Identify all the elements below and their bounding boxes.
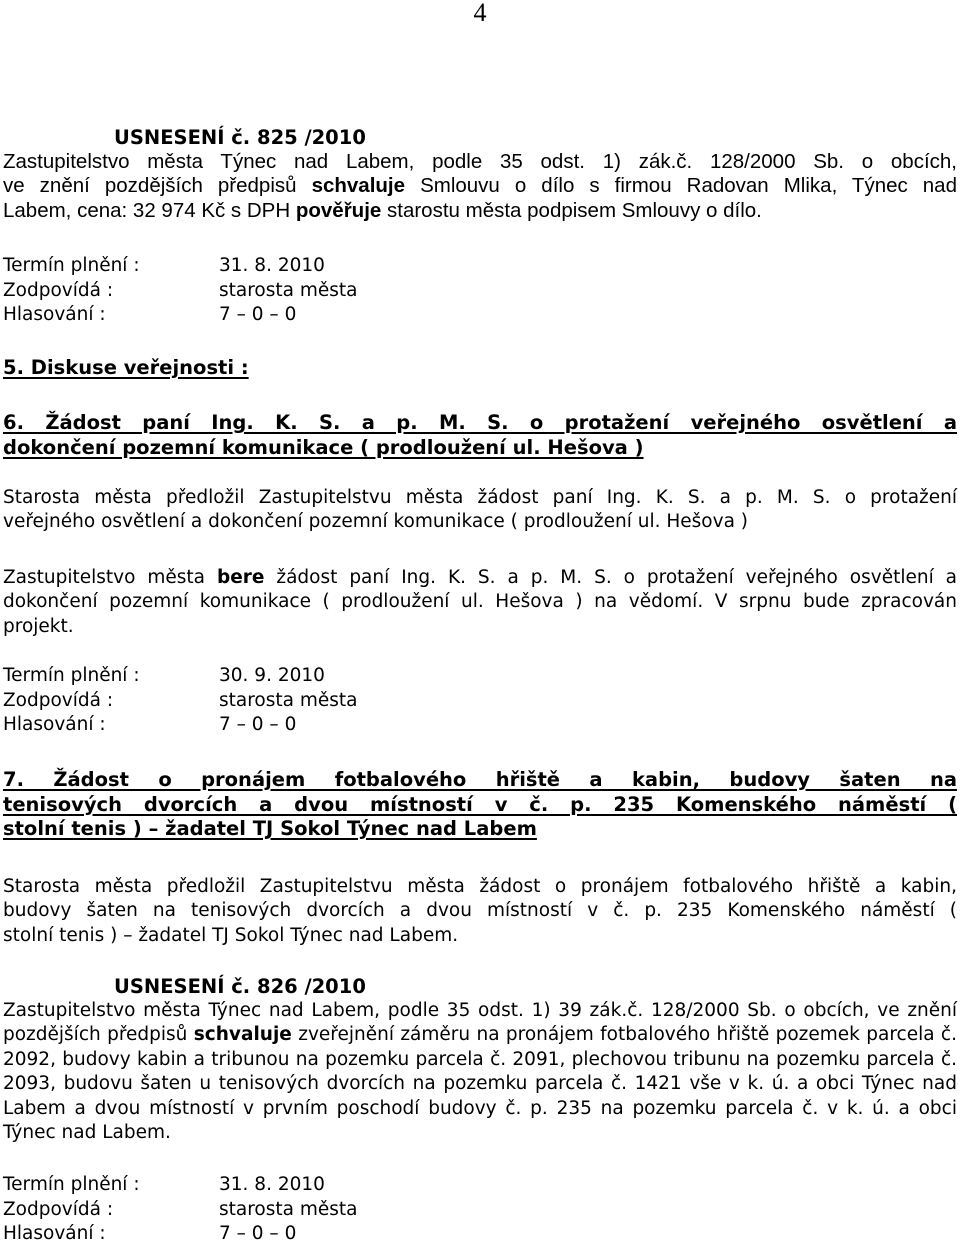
text-span: Zastupitelstvo města Týnec nad Labem, podle 35 odst. 1) 39 zák.č. 128/2000 Sb. o obcích, ve znění pozdějších předpisů <box>3 1000 957 1046</box>
heading-line <box>3 793 957 818</box>
hlasovani-label: Hlasování : <box>3 1223 106 1245</box>
section-6-heading <box>3 411 957 460</box>
text-line: Zastupitelstvo města Týnec nad Labem, podle 35 odst. 1) zák.č. 128/2000 Sb. o obcích, <box>3 150 957 173</box>
keyword-poveruje: pověřuje <box>295 198 382 222</box>
page-number: 4 <box>473 0 487 27</box>
zodpovida-value: starosta města <box>219 689 358 711</box>
text-line: Starosta města předložil Zastupitelstvu města žádost paní Ing. K. S. a p. M. S. o protažení <box>3 487 957 508</box>
hlasovani-label: Hlasování : <box>3 714 106 736</box>
resolution-title: USNESENÍ č. 826 /2010 <box>114 975 366 998</box>
heading-text: tenisových dvorcích a dvou místností v č. p. 235 Komenského náměstí ( <box>3 792 957 816</box>
resolution-826-meta <box>3 1173 957 1247</box>
section-7-para <box>3 875 957 948</box>
zodpovida-label: Zodpovídá : <box>3 689 114 711</box>
text-span: Labem, cena: 32 974 Kč s DPH <box>3 198 296 222</box>
hlasovani-value: 7 – 0 – 0 <box>219 1223 297 1245</box>
text-span: Smlouvu o dílo s firmou Radovan Mlika, Týnec nad <box>405 174 957 198</box>
heading-text: 7. Žádost o pronájem fotbalového hřiště a kabin, budovy šaten na <box>3 768 957 791</box>
text-span: zveřejnění záměru na pronájem fotbalového hřiště pozemek parcela č. 2092, budovy kabin a tribunou na pozemku parcela č. 2091, plechovou tribunu na pozemku parcela č. 2093, budovu šaten u tenisových dvorcích na pozemku parcela č. 1421 vše v k. ú. a obci Týnec nad Labem a dvou místností v prvním poschodí budovy č. p. 235 na pozemku parcela č. v k. ú. a obci Týnec nad Labem. <box>3 1024 957 1144</box>
text-line: budovy šaten na tenisových dvorcích a dvou místností v č. p. 235 Komenského náměstí ( <box>3 900 957 922</box>
text-line <box>3 199 957 223</box>
keyword-schvaluje: schvaluje <box>193 1024 292 1046</box>
zodpovida-label: Zodpovídá : <box>3 279 114 301</box>
resolution-825 <box>3 126 957 150</box>
text-span: žádost paní Ing. K. S. a p. M. S. o protažení veřejného osvětlení a dokončení pozemní komunikace ( prodloužení ul. Hešova ) na vědomí. V srpnu bude zpracován projekt. <box>3 567 957 637</box>
heading-line <box>3 411 957 436</box>
heading-line <box>3 817 957 842</box>
keyword-bere: bere <box>216 567 265 588</box>
zodpovida-value: starosta města <box>219 1198 358 1220</box>
keyword-schvaluje: schvaluje <box>311 174 406 198</box>
text-line: Starosta města předložil Zastupitelstvu města žádost o pronájem fotbalového hřiště a kabin, <box>3 876 957 897</box>
termin-value: 31. 8. 2010 <box>219 255 325 276</box>
heading-text: 6. Žádost paní Ing. K. S. a p. M. S. o protažení veřejného osvětlení a <box>3 411 957 434</box>
text-span: ve znění pozdějších předpisů <box>3 174 312 198</box>
text-line: veřejného osvětlení a dokončení pozemní komunikace ( prodloužení ul. Hešova ) <box>3 511 749 533</box>
zodpovida-label: Zodpovídá : <box>3 1198 114 1220</box>
section-5 <box>3 356 957 381</box>
heading-text: stolní tenis ) – žadatel TJ Sokol Týnec nad Labem <box>3 817 537 841</box>
resolution-826 <box>3 975 957 999</box>
hlasovani-value: 7 – 0 – 0 <box>219 714 297 736</box>
zodpovida-value: starosta města <box>219 279 358 301</box>
resolution-825-meta <box>3 254 957 328</box>
section-6-para2 <box>3 566 957 639</box>
resolution-825-text <box>3 150 957 223</box>
text-span: starostu města podpisem Smlouvy o dílo. <box>381 198 762 222</box>
heading-line <box>3 768 957 793</box>
section-6-para1 <box>3 486 957 535</box>
hlasovani-label: Hlasování : <box>3 304 106 326</box>
termin-label: Termín plnění : <box>3 255 140 276</box>
section-heading: 5. Diskuse veřejnosti : <box>3 356 249 379</box>
text-line <box>3 174 957 198</box>
resolution-title: USNESENÍ č. 825 /2010 <box>114 126 366 149</box>
text-line: stolní tenis ) – žadatel TJ Sokol Týnec nad Labem. <box>3 924 459 946</box>
termin-value: 30. 9. 2010 <box>219 665 325 686</box>
hlasovani-value: 7 – 0 – 0 <box>219 304 297 326</box>
section-7-heading <box>3 768 957 842</box>
termin-label: Termín plnění : <box>3 1174 140 1195</box>
heading-text: dokončení pozemní komunikace ( prodloužení ul. Hešova ) <box>3 435 644 459</box>
text-span: Zastupitelstvo města <box>3 567 217 588</box>
termin-label: Termín plnění : <box>3 665 140 686</box>
heading-line <box>3 436 957 461</box>
resolution-826-text <box>3 999 957 1145</box>
section-6-meta <box>3 664 957 738</box>
termin-value: 31. 8. 2010 <box>219 1174 325 1195</box>
